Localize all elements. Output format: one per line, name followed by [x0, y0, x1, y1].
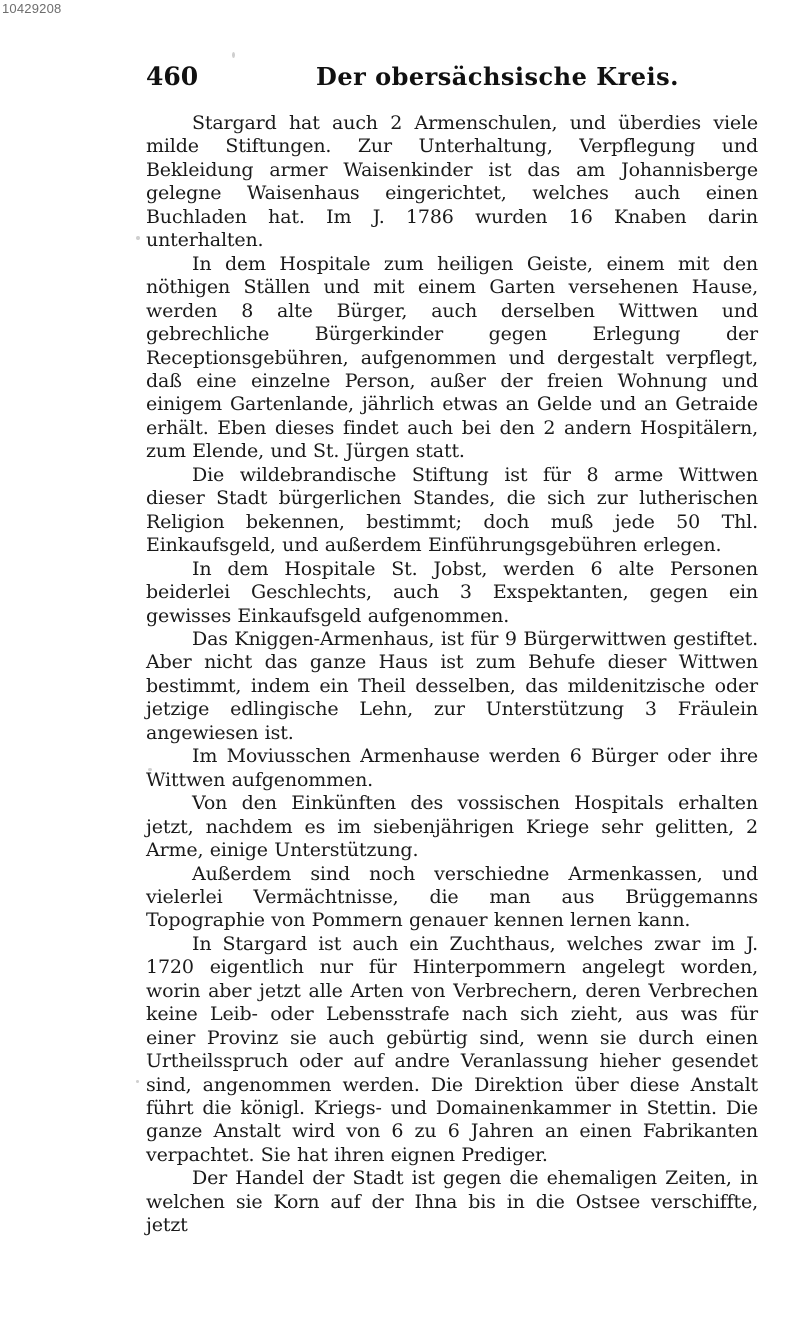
paragraph-armenschulen: Stargard hat auch 2 Armenschulen, und überdies viele milde Stiftungen. Zur Unterhaltung, Verpflegung und Bekleidung armer Waisenkinder ist das am Johannisberge gelegne Waisenhaus eingerichtet, welches auch einen Buchladen hat. Im J. 1786 wurden 16 Knaben darin unterhalten. [146, 112, 758, 252]
paragraph-hospital-st-jobst: In dem Hospitale St. Jobst, werden 6 alte Personen beiderlei Geschlechts, auch 3 Exspektanten, gegen ein gewisses Einkaufsgeld aufgenommen. [146, 557, 758, 627]
paragraph-vossisches-hospital: Von den Einkünften des vossischen Hospitals erhalten jetzt, nachdem es im siebenjährigen Kriege sehr gelitten, 2 Arme, einige Unterstützung. [146, 792, 758, 862]
page-number: 460 [146, 62, 199, 91]
scan-speck [232, 52, 235, 58]
scan-id-label: 10429208 [2, 1, 62, 16]
paragraph-hospital-heiligen-geist: In dem Hospitale zum heiligen Geiste, einem mit den nöthigen Ställen und mit einem Garten versehenen Hause, werden 8 alte Bürger, auch derselben Wittwen und gebrechliche Bürgerkinder gegen Erlegung der Receptionsgebühren, aufgenommen und dergestalt verpflegt, daß eine einzelne Person, außer der freien Wohnung und einigem Gartenlande, jährlich etwas an Gelde und an Getraide erhält. Eben dieses findet auch bei den 2 andern Hospitälern, zum Elende, und St. Jürgen statt. [146, 252, 758, 463]
paragraph-kniggen-armenhaus: Das Kniggen-Armenhaus, ist für 9 Bürgerwittwen gestiftet. Aber nicht das ganze Haus ist zum Behufe dieser Wittwen bestimmt, indem ein Theil desselben, das mildenitzische oder jetzige edlingische Lehn, zur Unterstützung 3 Fräulein angewiesen ist. [146, 627, 758, 744]
scan-speck [136, 236, 140, 240]
paragraph-movius-armenhaus: Im Moviusschen Armenhause werden 6 Bürger oder ihre Wittwen aufgenommen. [146, 745, 758, 791]
running-title: Der obersächsische Kreis. [316, 62, 679, 91]
paragraph-armenkassen: Außerdem sind noch verschiedne Armenkassen, und vielerlei Vermächtnisse, die man aus Brüggemanns Topographie von Pommern genauer kennen lernen kann. [146, 862, 758, 932]
paragraph-handel: Der Handel der Stadt ist gegen die ehemaligen Zeiten, in welchen sie Korn auf der Ihna bis in die Ostsee verschiffte, jetzt [146, 1167, 758, 1237]
paragraph-wildebrandische-stiftung: Die wildebrandische Stiftung ist für 8 arme Wittwen dieser Stadt bürgerlichen Standes, die sich zur lutherischen Religion bekennen, bestimmt; doch muß jede 50 Thl. Einkaufsgeld, und außerdem Einführungsgebühren erlegen. [146, 463, 758, 557]
body-text [146, 112, 758, 1238]
scan-speck [136, 1080, 139, 1083]
paragraph-zuchthaus: In Stargard ist auch ein Zuchthaus, welches zwar im J. 1720 eigentlich nur für Hinterpommern angelegt worden, worin aber jetzt alle Arten von Verbrechern, deren Verbrechen keine Leib- oder Lebensstrafe nach sich zieht, aus was für einer Provinz sie auch gebürtig sind, wenn sie durch einen Urtheilsspruch oder auf andre Veranlassung hieher gesendet sind, angenommen werden. Die Direktion über diese Anstalt führt die königl. Kriegs- und Domainenkammer in Stettin. Die ganze Anstalt wird von 6 zu 6 Jahren an einen Fabrikanten verpachtet. Sie hat ihren eignen Prediger. [146, 932, 758, 1166]
page-header [146, 62, 766, 102]
